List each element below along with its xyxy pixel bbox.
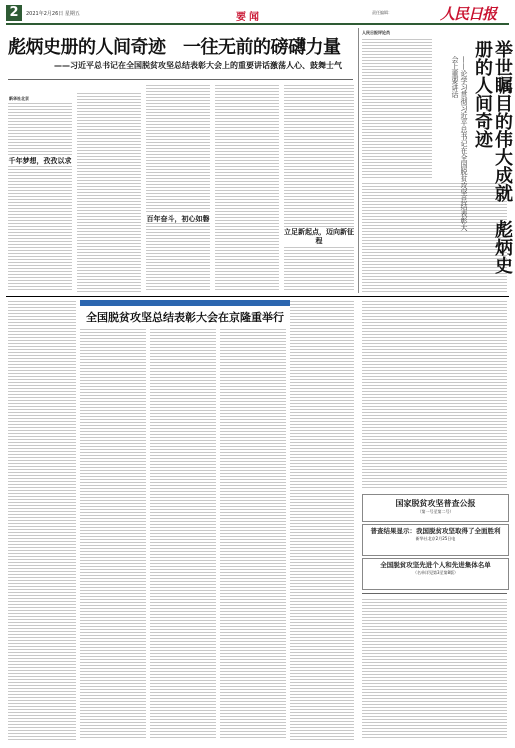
newspaper-logo: 人民日报 (440, 5, 497, 23)
census-result-title: 普查结果显示：我国脱贫攻坚取得了全面胜利 (370, 527, 501, 535)
census-box (362, 494, 509, 522)
lead-subheadline: ——习近平总书记在全国脱贫攻坚总结表彰大会上的重要讲话激荡人心、鼓舞士气 (54, 61, 342, 70)
honor-list-title: 全国脱贫攻坚先进个人和先进集体名单 (380, 561, 491, 569)
lead-headline: 彪炳史册的人间奇迹 一往无前的磅礴力量 (8, 37, 341, 58)
census-result-sub: 新华社北京2月25日电 (415, 536, 456, 541)
issue-date: 2021年2月26日 星期五 (26, 11, 80, 17)
story-column-5 (290, 300, 354, 740)
census-box-sub: （第一号至第二号） (417, 509, 454, 514)
right-text-upper (362, 300, 507, 490)
commentary-label: 人民日报评论员 (362, 30, 390, 35)
census-result-box (362, 524, 509, 556)
page-number-badge: 2 (6, 5, 22, 21)
story-column-2 (80, 328, 146, 740)
lead-column-1 (8, 102, 72, 292)
editor-line: 责任编辑： (372, 10, 392, 15)
honor-list-sub: （名单详见第3至第8版） (412, 570, 459, 575)
lead-subhead-2: 百年奋斗，初心如磐 (146, 214, 210, 223)
lead-rule (8, 79, 353, 80)
section-label: 要闻 (236, 12, 262, 23)
lead-subhead-1: 千年梦想，孜孜以求 (8, 156, 72, 165)
honor-list-box (362, 558, 509, 590)
story-column-3 (150, 328, 216, 740)
story-column-4 (220, 328, 286, 740)
right-box-rule (362, 593, 507, 594)
masthead-rule (6, 23, 509, 25)
lead-column-3 (146, 84, 210, 292)
lead-column-2 (77, 92, 141, 292)
commentary-text-upper (362, 38, 432, 178)
right-text-lower (362, 598, 507, 740)
section-rule (6, 296, 509, 297)
lead-byline: 新华社北京 (9, 96, 29, 101)
story-column-1 (8, 300, 76, 740)
lead-column-4 (215, 84, 279, 292)
second-headline: 全国脱贫攻坚总结表彰大会在京隆重举行 (86, 311, 284, 324)
commentary-subtitle: ——论学习贯彻习近平总书记在全国脱贫攻坚总结表彰大会上重要讲话 (451, 56, 468, 231)
lead-column-5 (284, 84, 354, 292)
commentary-divider (358, 28, 359, 293)
census-box-title: 国家脱贫攻坚普查公报 (395, 498, 476, 508)
lead-subhead-3: 立足新起点，迈向新征程 (284, 227, 354, 245)
commentary-title: 举世瞩目的伟大成就 彪炳史册的人间奇迹 (472, 40, 513, 274)
